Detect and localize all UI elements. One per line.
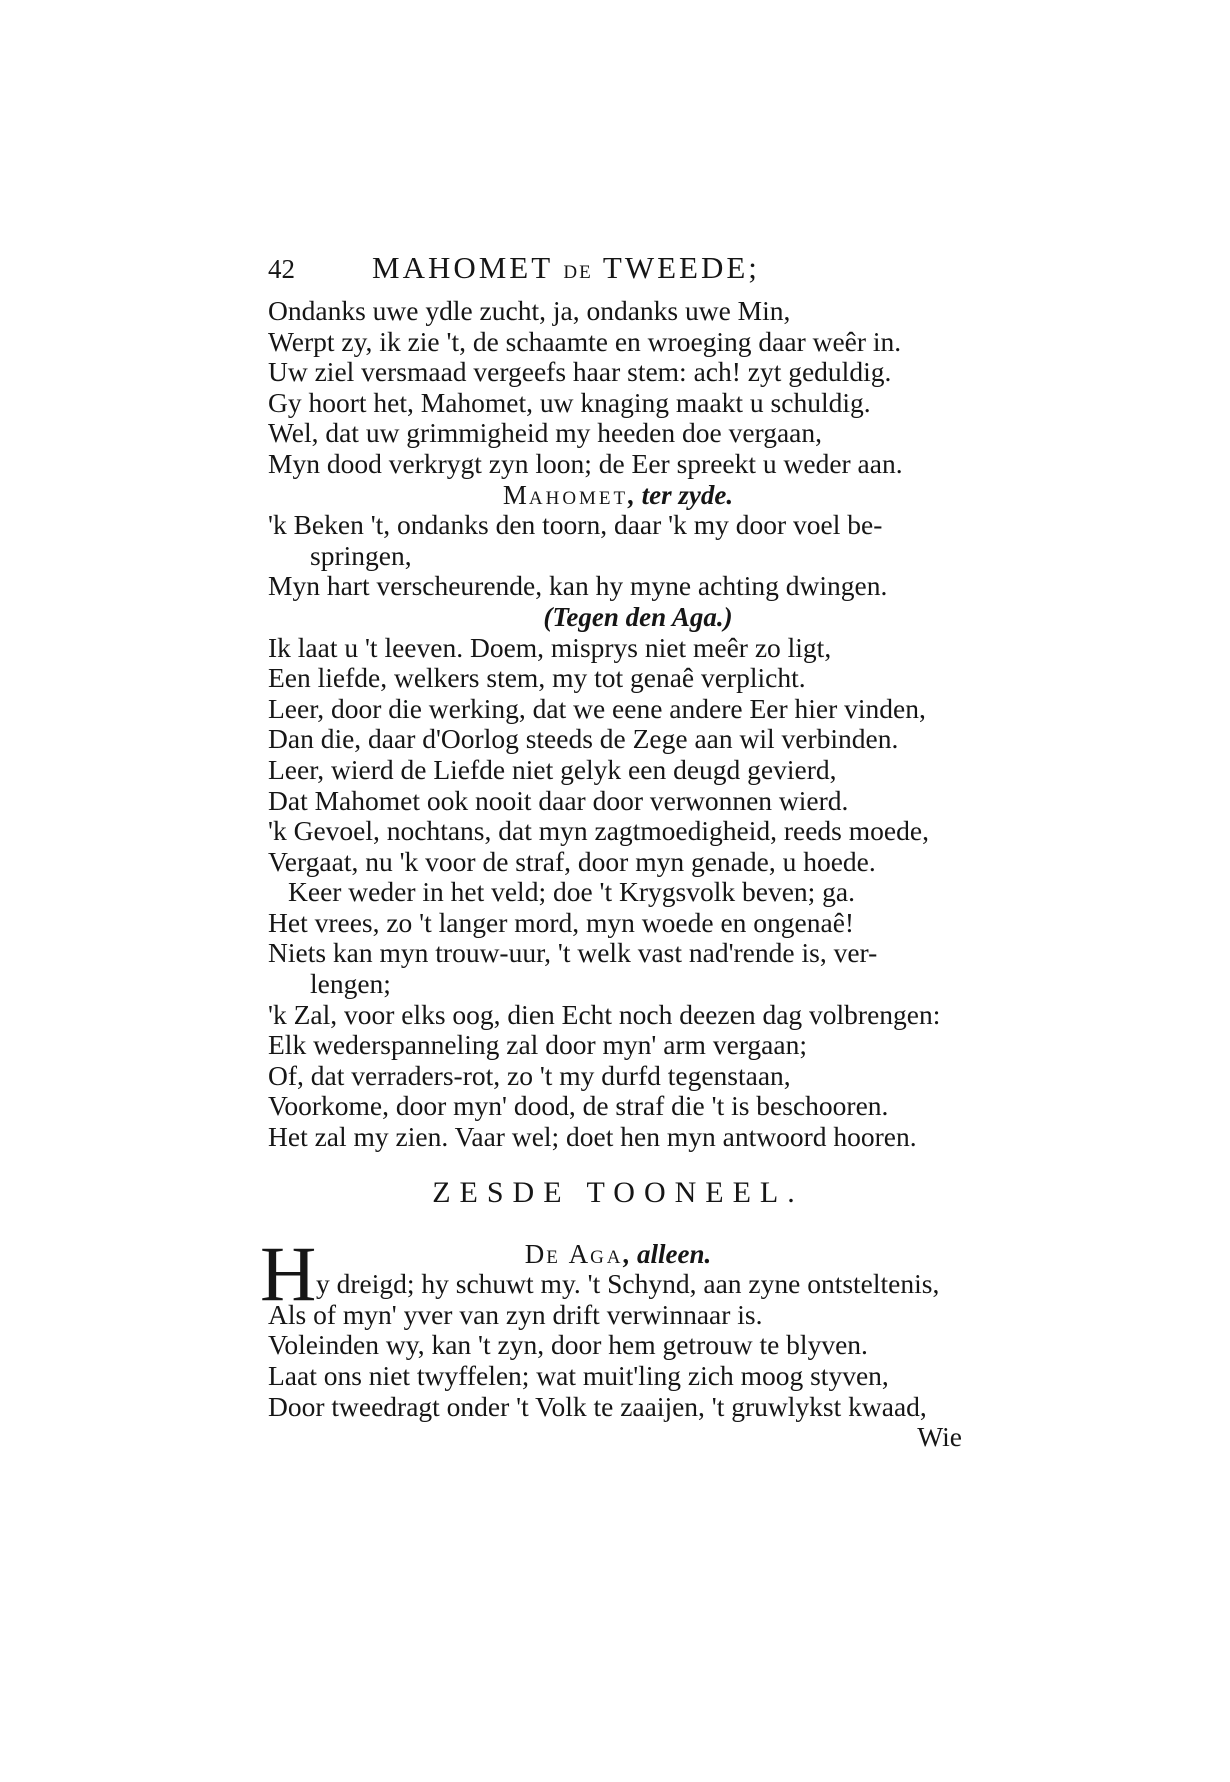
running-title-small-caps: DE	[563, 262, 593, 283]
verse-line: Dat Mahomet ook nooit daar door verwonnen wierd.	[268, 784, 849, 816]
catchword: Wie	[917, 1421, 962, 1453]
running-title-part1: MAHOMET	[372, 250, 564, 285]
verse-line: Door tweedragt onder 't Volk te zaaijen, 't gruwlykst kwaad,	[268, 1390, 927, 1422]
speaker-name-rest: E	[546, 1246, 569, 1268]
speaker-initial-2: A	[568, 1238, 591, 1269]
book-page	[260, 248, 968, 1453]
verse-block-1	[268, 296, 968, 480]
speaker-heading-aga	[268, 1239, 968, 1270]
page-number: 42	[268, 254, 295, 284]
verse-line: Voleinden wy, kan 't zyn, door hem getrouw te blyven.	[268, 1329, 868, 1361]
verse-line: 'k Gevoel, nochtans, dat myn zagtmoedigheid, reeds moede,	[268, 815, 929, 847]
verse-line: Laat ons niet twyffelen; wat muit'ling zich moog styven,	[268, 1360, 889, 1391]
verse-line: Ik laat u 't leeven. Doem, misprys niet meêr zo ligt,	[268, 631, 832, 663]
speaker-name-rest-2: GA	[590, 1246, 624, 1268]
verse-line: Of, dat verraders-rot, zo 't my durfd tegenstaan,	[268, 1059, 791, 1091]
stage-direction: (Tegen den Aga.)	[543, 601, 733, 632]
running-head	[268, 248, 968, 296]
verse-line: Vergaat, nu 'k voor de straf, door myn genade, u hoede.	[268, 845, 876, 877]
verse-line: Voorkome, door myn' dood, de straf die 't is beschooren.	[268, 1090, 889, 1122]
verse-line: Elk wederspanneling zal door myn' arm vergaan;	[268, 1029, 807, 1061]
speaker-initial: D	[524, 1238, 547, 1269]
verse-line-continuation: lengen;	[310, 968, 391, 1000]
verse-line: 'k Beken 't, ondanks den toorn, daar 'k my door voel be-	[268, 509, 883, 541]
verse-line: Myn dood verkrygt zyn loon; de Eer spreekt u weder aan.	[268, 447, 903, 479]
verse-line: 'k Zal, voor elks oog, dien Echt noch deezen dag volbrengen:	[268, 998, 941, 1030]
running-title	[372, 250, 760, 286]
verse-line: Uw ziel versmaad vergeefs haar stem: ach! zyt geduldig.	[268, 356, 892, 388]
verse-line: Wel, dat uw grimmigheid my heeden doe vergaan,	[268, 417, 822, 449]
verse-line-first: y dreigd; hy schuwt my. 't Schynd, aan zyne ontsteltenis,	[316, 1268, 940, 1300]
stage-direction-aside: , ter zyde.	[628, 479, 734, 510]
verse-block-2	[268, 510, 968, 602]
verse-line: Het vrees, zo 't langer mord, myn woede en ongenaê!	[268, 906, 855, 938]
verse-line: Niets kan myn trouw-uur, 't welk vast nad'rende is, ver-	[268, 937, 878, 969]
verse-line: Gy hoort het, Mahomet, uw knaging maakt u schuldig.	[268, 386, 871, 418]
verse-line: Als of myn' yver van zyn drift verwinnaar is.	[268, 1298, 763, 1330]
verse-block-3	[268, 633, 968, 1153]
scene-title: ZESDE TOONEEL.	[432, 1175, 804, 1209]
verse-line: Myn hart verscheurende, kan hy myne achting dwingen.	[268, 570, 888, 602]
speaker-heading-mahomet	[268, 480, 968, 511]
verse-line: Keer weder in het veld; doe 't Krygsvolk beven; ga.	[288, 876, 855, 908]
verse-line: Dan die, daar d'Oorlog steeds de Zege aan wil verbinden.	[268, 723, 899, 755]
stage-direction-alone: , alleen.	[623, 1238, 712, 1269]
verse-line: Een liefde, welkers stem, my tot genaê verplicht.	[268, 662, 806, 694]
verse-line: Het zal my zien. Vaar wel; doet hen myn antwoord hooren.	[268, 1121, 917, 1153]
drop-cap-letter: H	[260, 1229, 317, 1317]
speaker-name-rest: AHOMET	[528, 487, 629, 509]
running-title-part2: TWEEDE;	[592, 250, 760, 285]
speaker-initial: M	[502, 479, 529, 510]
verse-line: Werpt zy, ik zie 't, de schaamte en wroeging daar weêr in.	[268, 325, 902, 357]
scene-opening-block	[260, 1229, 968, 1423]
verse-line: Leer, wierd de Liefde niet gelyk een deugd gevierd,	[268, 753, 837, 785]
verse-line-continuation: springen,	[310, 539, 412, 571]
verse-line: Ondanks uwe ydle zucht, ja, ondanks uwe Min,	[268, 295, 791, 326]
verse-line: Leer, door die werking, dat we eene andere Eer hier vinden,	[268, 692, 926, 724]
